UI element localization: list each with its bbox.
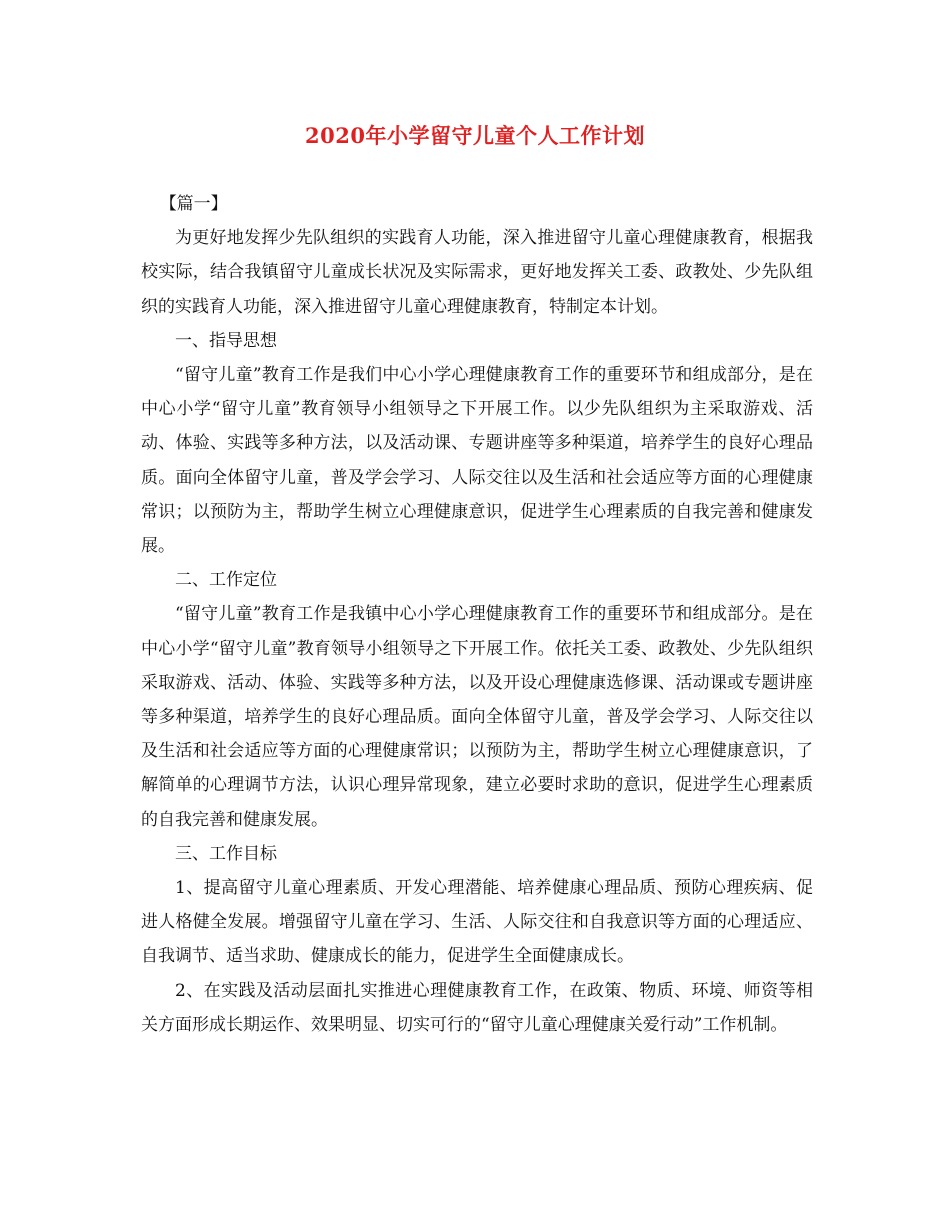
document-title: 2020年小学留守儿童个人工作计划	[305, 123, 645, 148]
document-body	[141, 187, 813, 1042]
paragraph: 2、在实践及活动层面扎实推进心理健康教育工作，在政策、物质、环境、师资等相关方面形成长期运作、效果明显、切实可行的“留守儿童心理健康关爱行动”工作机制。	[141, 980, 813, 1035]
paragraph: 为更好地发挥少先队组织的实践育人功能，深入推进留守儿童心理健康教育，根据我校实际，结合我镇留守儿童成长状况及实际需求，更好地发挥关工委、政教处、少先队组织的实践育人功能，深入推进留守儿童心理健康教育，特制定本计划。	[141, 228, 813, 317]
section-heading: 【篇一】	[159, 194, 228, 214]
section-heading: 三、工作目标	[175, 843, 277, 864]
section-heading: 一、指导思想	[175, 330, 277, 351]
section-heading: 二、工作定位	[175, 570, 277, 591]
paragraph: 1、提高留守儿童心理素质、开发心理潜能、培养健康心理品质、预防心理疾病、促进人格健全发展。增强留守儿童在学习、生活、人际交往和自我意识等方面的心理适应、自我调节、适当求助、健康成长的能力，促进学生全面健康成长。	[141, 878, 813, 967]
paragraph: “留守儿童”教育工作是我们中心小学心理健康教育工作的重要环节和组成部分，是在中心小学“留守儿童”教育领导小组领导之下开展工作。以少先队组织为主采取游戏、活动、体验、实践等多种方法，以及活动课、专题讲座等多种渠道，培养学生的良好心理品质。面向全体留守儿童，普及学会学习、人际交往以及生活和社会适应等方面的心理健康常识；以预防为主，帮助学生树立心理健康意识，促进学生心理素质的自我完善和健康发展。	[141, 365, 813, 557]
paragraph: “留守儿童”教育工作是我镇中心小学心理健康教育工作的重要环节和组成部分。是在中心小学“留守儿童”教育领导小组领导之下开展工作。依托关工委、政教处、少先队组织采取游戏、活动、体验、实践等多种方法，以及开设心理健康选修课、活动课或专题讲座等多种渠道，培养学生的良好心理品质。面向全体留守儿童，普及学会学习、人际交往以及生活和社会适应等方面的心理健康常识；以预防为主，帮助学生树立心理健康意识，了解简单的心理调节方法，认识心理异常现象，建立必要时求助的意识，促进学生心理素质的自我完善和健康发展。	[141, 604, 813, 830]
